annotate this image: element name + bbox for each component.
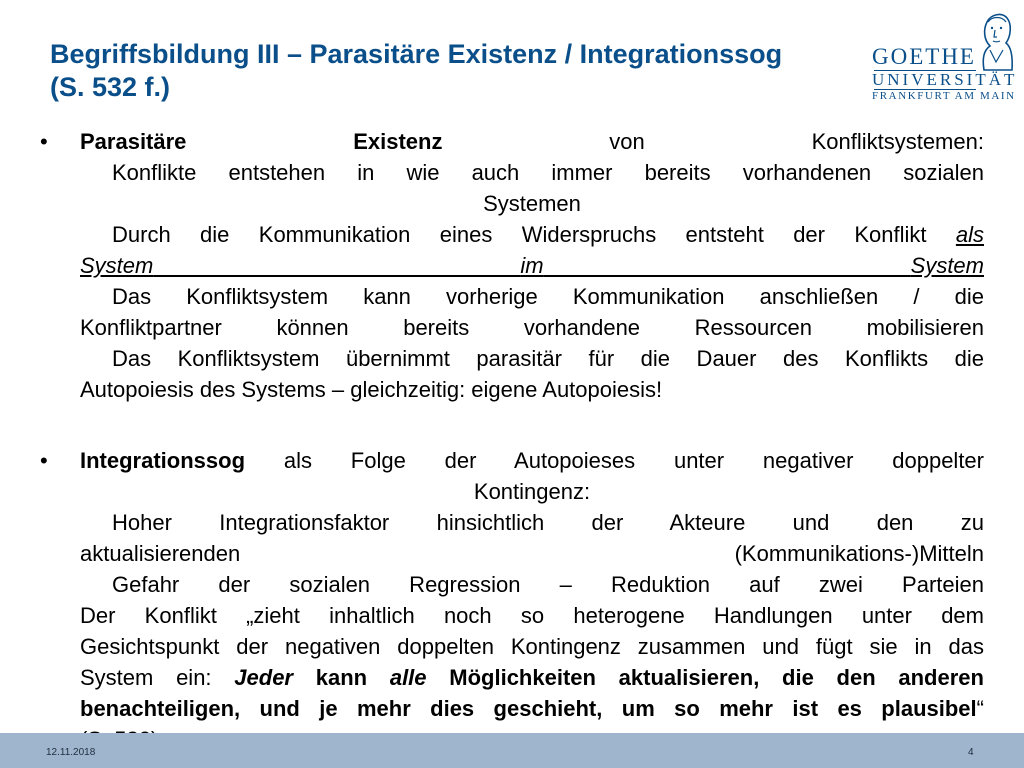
slide-title-line2: (S. 532 f.) (50, 72, 171, 102)
bold-text: benachteiligen, und je mehr dies geschieht, um so mehr ist es plausibel (80, 696, 977, 721)
heading-text: als Folge der Autopoieses unter negativer doppelter (283, 448, 984, 473)
text-line (80, 538, 984, 569)
bullet-body (80, 126, 984, 405)
word-von: von (609, 129, 645, 154)
line-text: Durch die Kommunikation eines Widerspruchs entsteht der Konflikt (112, 222, 927, 247)
line-text: Das Konfliktsystem übernimmt parasitär für die Dauer des Konflikts die (112, 346, 984, 371)
term-integrationssog: Integrationssog (80, 448, 246, 473)
word-konfliktsystemen: Konfliktsystemen: (811, 129, 984, 154)
bullet-integrationssog (40, 445, 984, 755)
underlined-word: System (910, 253, 984, 278)
line-text: Das Konfliktsystem kann vorherige Kommunikation anschließen / die (112, 284, 984, 309)
text-line-underlined (80, 250, 984, 281)
logo-goethe: GOETHE (872, 44, 976, 69)
text-line (80, 219, 984, 250)
line-text: Hoher Integrationsfaktor hinsichtlich der Akteure und den zu (112, 510, 984, 535)
footer-bar (0, 733, 1024, 768)
underlined-word: System (80, 253, 154, 278)
slide-title (50, 38, 870, 104)
underlined-als: als (955, 222, 984, 247)
underlined-word: im (520, 253, 544, 278)
emph-jeder: Jeder (234, 665, 293, 690)
line-text: Gefahr der sozialen Regression – Reduktion auf zwei Parteien (112, 572, 984, 597)
goethe-portrait-icon (976, 10, 1016, 72)
quote-line (80, 662, 984, 693)
line-text: System ein: (80, 665, 212, 690)
term-parasitaere: Parasitäre (80, 129, 187, 154)
text-line: Systemen (483, 191, 581, 216)
text-line: Kontingenz: (473, 479, 591, 504)
closing-quote: “ (976, 696, 984, 721)
text-line (80, 281, 984, 312)
logo-city: FRANKFURT AM MAIN (872, 90, 1016, 102)
bullet-heading (80, 445, 984, 476)
text-line (80, 157, 984, 188)
bullet-body (80, 445, 984, 755)
quote-line: Gesichtspunkt der negativen doppelten Kontingenz zusammen und fügt sie in das (80, 634, 984, 659)
logo-universitaet: UNIVERSITÄT (872, 70, 1018, 89)
bullet-parasitaere-existenz (40, 126, 984, 405)
bold-kann: kann (315, 665, 368, 690)
quote-line (80, 693, 984, 724)
bold-text: Möglichkeiten aktualisieren, die den anderen (449, 665, 984, 690)
text-line (80, 343, 984, 374)
footer-page-number: 4 (968, 747, 974, 758)
bullet-heading (80, 126, 984, 157)
line-text-left: aktualisierenden (80, 541, 241, 566)
slide-title-line1: Begriffsbildung III – Parasitäre Existenz / Integrationssog (50, 39, 783, 69)
emph-alle: alle (389, 665, 427, 690)
text-line: Konfliktpartner können bereits vorhandene Ressourcen mobilisieren (80, 315, 984, 340)
text-line: Autopoiesis des Systems – gleichzeitig: eigene Autopoiesis! (80, 377, 663, 402)
text-line (80, 507, 984, 538)
text-line (80, 569, 984, 600)
bullet-marker: • (40, 129, 48, 154)
quote-line: Der Konflikt „zieht inhaltlich noch so heterogene Handlungen unter dem (80, 603, 984, 628)
line-text: Konflikte entstehen in wie auch immer bereits vorhandenen sozialen (112, 160, 984, 185)
bullet-marker: • (40, 448, 48, 473)
goethe-university-logo (872, 10, 1018, 106)
line-text-right: (Kommunikations-)Mitteln (734, 541, 984, 566)
footer-date: 12.11.2018 (46, 747, 96, 758)
term-existenz: Existenz (353, 129, 443, 154)
